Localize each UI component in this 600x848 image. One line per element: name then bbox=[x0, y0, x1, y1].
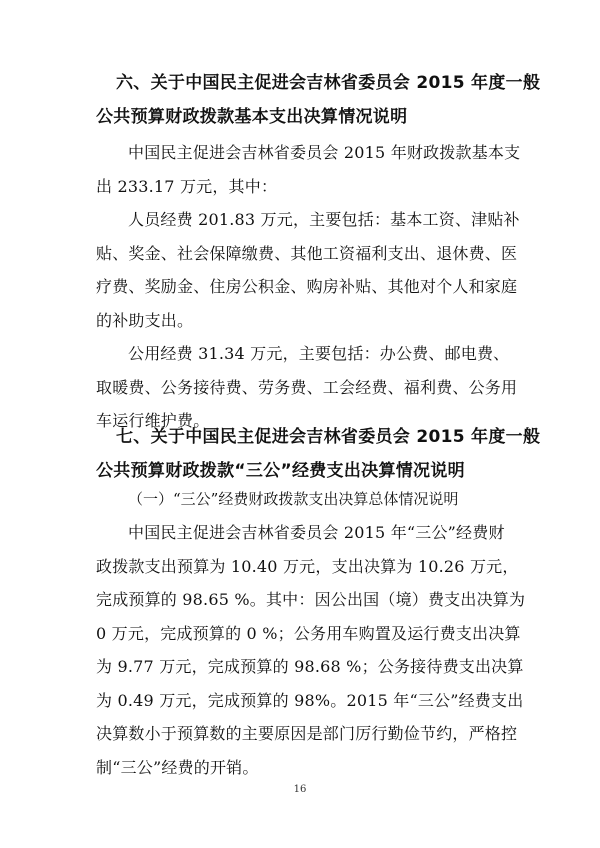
paragraph-line: 政拨款支出预算为 10.40 万元，支出决算为 10.26 万元， bbox=[96, 556, 519, 576]
paragraph-line: 贴、奖金、社会保障缴费、其他工资福利支出、退休费、医 bbox=[96, 243, 518, 263]
paragraph-line: 公用经费 31.34 万元，主要包括：办公费、邮电费、 bbox=[128, 344, 510, 363]
section-7-heading-line-1: 七、关于中国民主促进会吉林省委员会 2015 年度一般 bbox=[116, 427, 541, 447]
paragraph-line: 出 233.17 万元，其中： bbox=[96, 176, 278, 196]
paragraph-line: 0 万元，完成预算的 0 %；公务用车购置及运行费支出决算 bbox=[96, 623, 521, 643]
paragraph-line: 完成预算的 98.65 %。其中：因公出国（境）费支出决算为 bbox=[96, 590, 526, 609]
paragraph-line: 取暖费、公务接待费、劳务费、工会经费、福利费、公务用 bbox=[96, 377, 518, 397]
paragraph-line: 的补助支出。 bbox=[96, 310, 194, 330]
section-7-heading-line-2: 公共预算财政拨款“三公”经费支出决算情况说明 bbox=[96, 461, 465, 481]
paragraph-line: 制“三公”经费的开销。 bbox=[96, 757, 259, 777]
section-6-heading-line-1: 六、关于中国民主促进会吉林省委员会 2015 年度一般 bbox=[116, 73, 541, 93]
paragraph-line: 为 0.49 万元，完成预算的 98%。2015 年“三公”经费支出 bbox=[96, 690, 524, 710]
page-number: 16 bbox=[293, 784, 307, 795]
section-6-body bbox=[96, 136, 526, 438]
paragraph-line: 中国民主促进会吉林省委员会 2015 年财政拨款基本支 bbox=[128, 143, 521, 162]
paragraph-line: 为 9.77 万元，完成预算的 98.68 %；公务接待费支出决算 bbox=[96, 657, 524, 676]
section-6-heading bbox=[96, 66, 546, 134]
section-7-subheading: （一）“三公”经费财政拨款支出决算总体情况说明 bbox=[128, 490, 459, 508]
section-6-heading-line-2: 公共预算财政拨款基本支出决算情况说明 bbox=[96, 107, 408, 127]
paragraph-line: 人员经费 201.83 万元，主要包括：基本工资、津贴补 bbox=[128, 210, 520, 229]
paragraph-line: 中国民主促进会吉林省委员会 2015 年“三公”经费财 bbox=[128, 523, 505, 542]
paragraph-line: 决算数小于预算数的主要原因是部门厉行勤俭节约，严格控 bbox=[96, 724, 518, 743]
section-7-body bbox=[96, 516, 526, 784]
paragraph-line: 疗费、奖励金、住房公积金、购房补贴、其他对个人和家庭 bbox=[96, 277, 518, 296]
paragraph-line: 车运行维护费。 bbox=[96, 411, 210, 430]
